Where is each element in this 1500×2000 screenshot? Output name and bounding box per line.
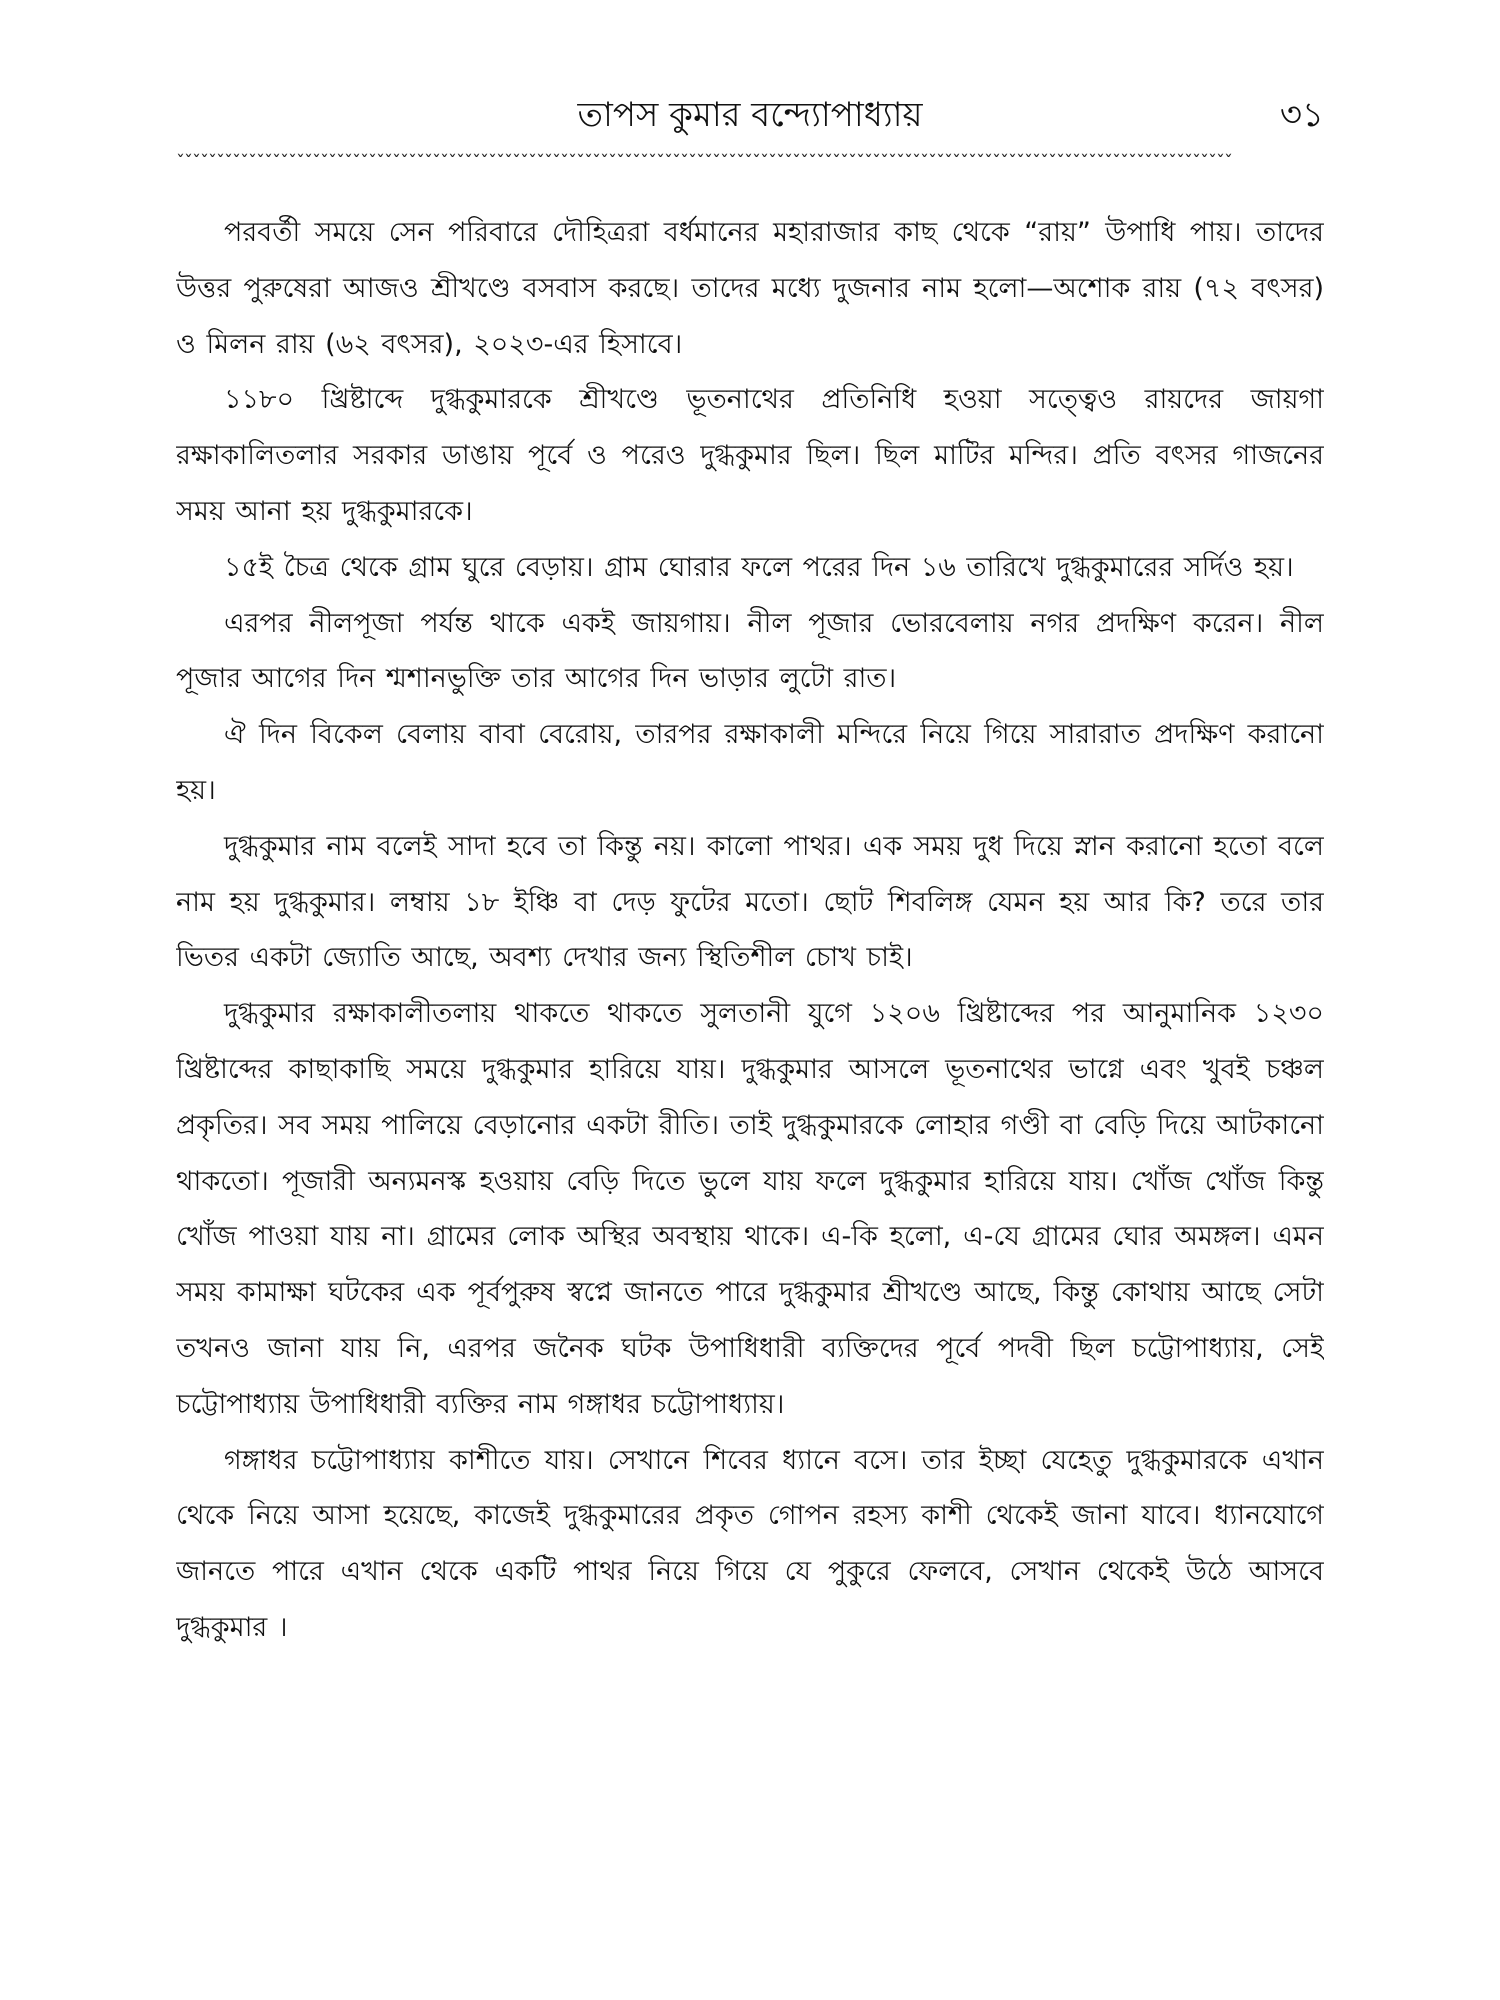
paragraph: দুগ্ধকুমার রক্ষাকালীতলায় থাকতে থাকতে সুলতানী যুগে ১২০৬ খ্রিষ্টাব্দের পর আনুমানিক ১২৩০ খ্রিষ্টাব্দের কাছাকাছি সময়ে দুগ্ধকুমার হারিয়ে যায়। দুগ্ধকুমার আসলে ভূতনাথের ভাগ্নে এবং খুবই চঞ্চল প্রকৃতির। সব সময় পালিয়ে বেড়ানোর একটা রীতি। তাই দুগ্ধকুমারকে লোহার গণ্ডী বা বেড়ি দিয়ে আটকানো থাকতো। পূজারী অন্যমনস্ক হওয়ায় বেড়ি দিতে ভুলে যায় ফলে দুগ্ধকুমার হারিয়ে যায়। খোঁজ খোঁজ কিন্তু খোঁজ পাওয়া যায় না। গ্রামের লোক অস্থির অবস্থায় থাকে। এ-কি হলো, এ-যে গ্রামের ঘোর অমঙ্গল। এমন সময় কামাক্ষা ঘটকের এক পূর্বপুরুষ স্বপ্নে জানতে পারে দুগ্ধকুমার শ্রীখণ্ডে আছে, কিন্তু কোথায় আছে সেটা তখনও জানা যায় নি, এরপর জনৈক ঘটক উপাধিধারী ব্যক্তিদের পূর্বে পদবী ছিল চট্টোপাধ্যায়, সেই চট্টোপাধ্যায় উপাধিধারী ব্যক্তির নাম গঙ্গাধর চট্টোপাধ্যায়।: [176, 998, 1324, 1420]
body-text: [176, 205, 1324, 1975]
author-name-header: তাপস কুমার বন্দ্যোপাধ্যায়: [577, 95, 923, 135]
paragraph: ১১৮০ খ্রিষ্টাব্দে দুগ্ধকুমারকে শ্রীখণ্ডে ভূতনাথের প্রতিনিধি হওয়া সত্ত্বেও রায়দের জায়গা রক্ষাকালিতলার সরকার ডাঙায় পূর্বে ও পরেও দুগ্ধকুমার ছিল। ছিল মাটির মন্দির। প্রতি বৎসর গাজনের সময় আনা হয় দুগ্ধকুমারকে।: [176, 384, 1324, 527]
running-header: [176, 90, 1324, 150]
paragraph: ঐ দিন বিকেল বেলায় বাবা বেরোয়, তারপর রক্ষাকালী মন্দিরে নিয়ে গিয়ে সারারাত প্রদক্ষিণ করানো হয়।: [176, 719, 1324, 806]
paragraph: ১৫ই চৈত্র থেকে গ্রাম ঘুরে বেড়ায়। গ্রাম ঘোরার ফলে পরের দিন ১৬ তারিখে দুগ্ধকুমারের সর্দিও হয়।: [224, 551, 1294, 583]
paragraph: এরপর নীলপূজা পর্যন্ত থাকে একই জায়গায়। নীল পূজার ভোরবেলায় নগর প্রদক্ষিণ করেন। নীল পূজার আগের দিন শ্মশানভুক্তি তার আগের দিন ভাড়ার লুটো রাত।: [176, 607, 1324, 695]
paragraph: পরবর্তী সময়ে সেন পরিবারে দৌহিত্ররা বর্ধমানের মহারাজার কাছ থেকে “রায়” উপাধি পায়। তাদের উত্তর পুরুষেরা আজও শ্রীখণ্ডে বসবাস করছে। তাদের মধ্যে দুজনার নাম হলো—অশোক রায় (৭২ বৎসর) ও মিলন রায় (৬২ বৎসর), ২০২৩-এর হিসাবে।: [176, 217, 1324, 360]
page-number: ৩১: [1279, 95, 1324, 135]
paragraph: দুগ্ধকুমার নাম বলেই সাদা হবে তা কিন্তু নয়। কালো পাথর। এক সময় দুধ দিয়ে স্নান করানো হতো বলে নাম হয় দুগ্ধকুমার। লম্বায় ১৮ ইঞ্চি বা দেড় ফুটের মতো। ছোট শিবলিঙ্গ যেমন হয় আর কি? তরে তার ভিতর একটা জ্যোতি আছে, অবশ্য দেখার জন্য স্থিতিশীল চোখ চাই।: [176, 830, 1324, 974]
paragraph: গঙ্গাধর চট্টোপাধ্যায় কাশীতে যায়। সেখানে শিবের ধ্যানে বসে। তার ইচ্ছা যেহেতু দুগ্ধকুমারকে এখান থেকে নিয়ে আসা হয়েছে, কাজেই দুগ্ধকুমারের প্রকৃত গোপন রহস্য কাশী থেকেই জানা যাবে। ধ্যানযোগে জানতে পারে এখান থেকে একটি পাথর নিয়ে গিয়ে যে পুকুরে ফেলবে, সেখান থেকেই উঠে আসবে দুগ্ধকুমার ।: [176, 1444, 1324, 1643]
decorative-border: ˇˇˇˇˇˇˇˇˇˇˇˇˇˇˇˇˇˇˇˇˇˇˇˇˇˇˇˇˇˇˇˇˇˇˇˇˇˇˇˇˇˇˇˇˇˇˇˇˇˇˇˇˇˇˇˇˇˇˇˇˇˇˇˇˇˇˇˇˇˇˇˇˇˇˇˇˇˇˇˇˇˇˇˇˇˇˇˇˇˇˇˇˇˇˇˇˇˇˇˇˇˇˇˇˇˇˇˇˇˇˇˇˇˇˇˇˇˇˇˇˇˇˇˇˇˇˇˇˇˇˇˇ: [176, 152, 1232, 173]
